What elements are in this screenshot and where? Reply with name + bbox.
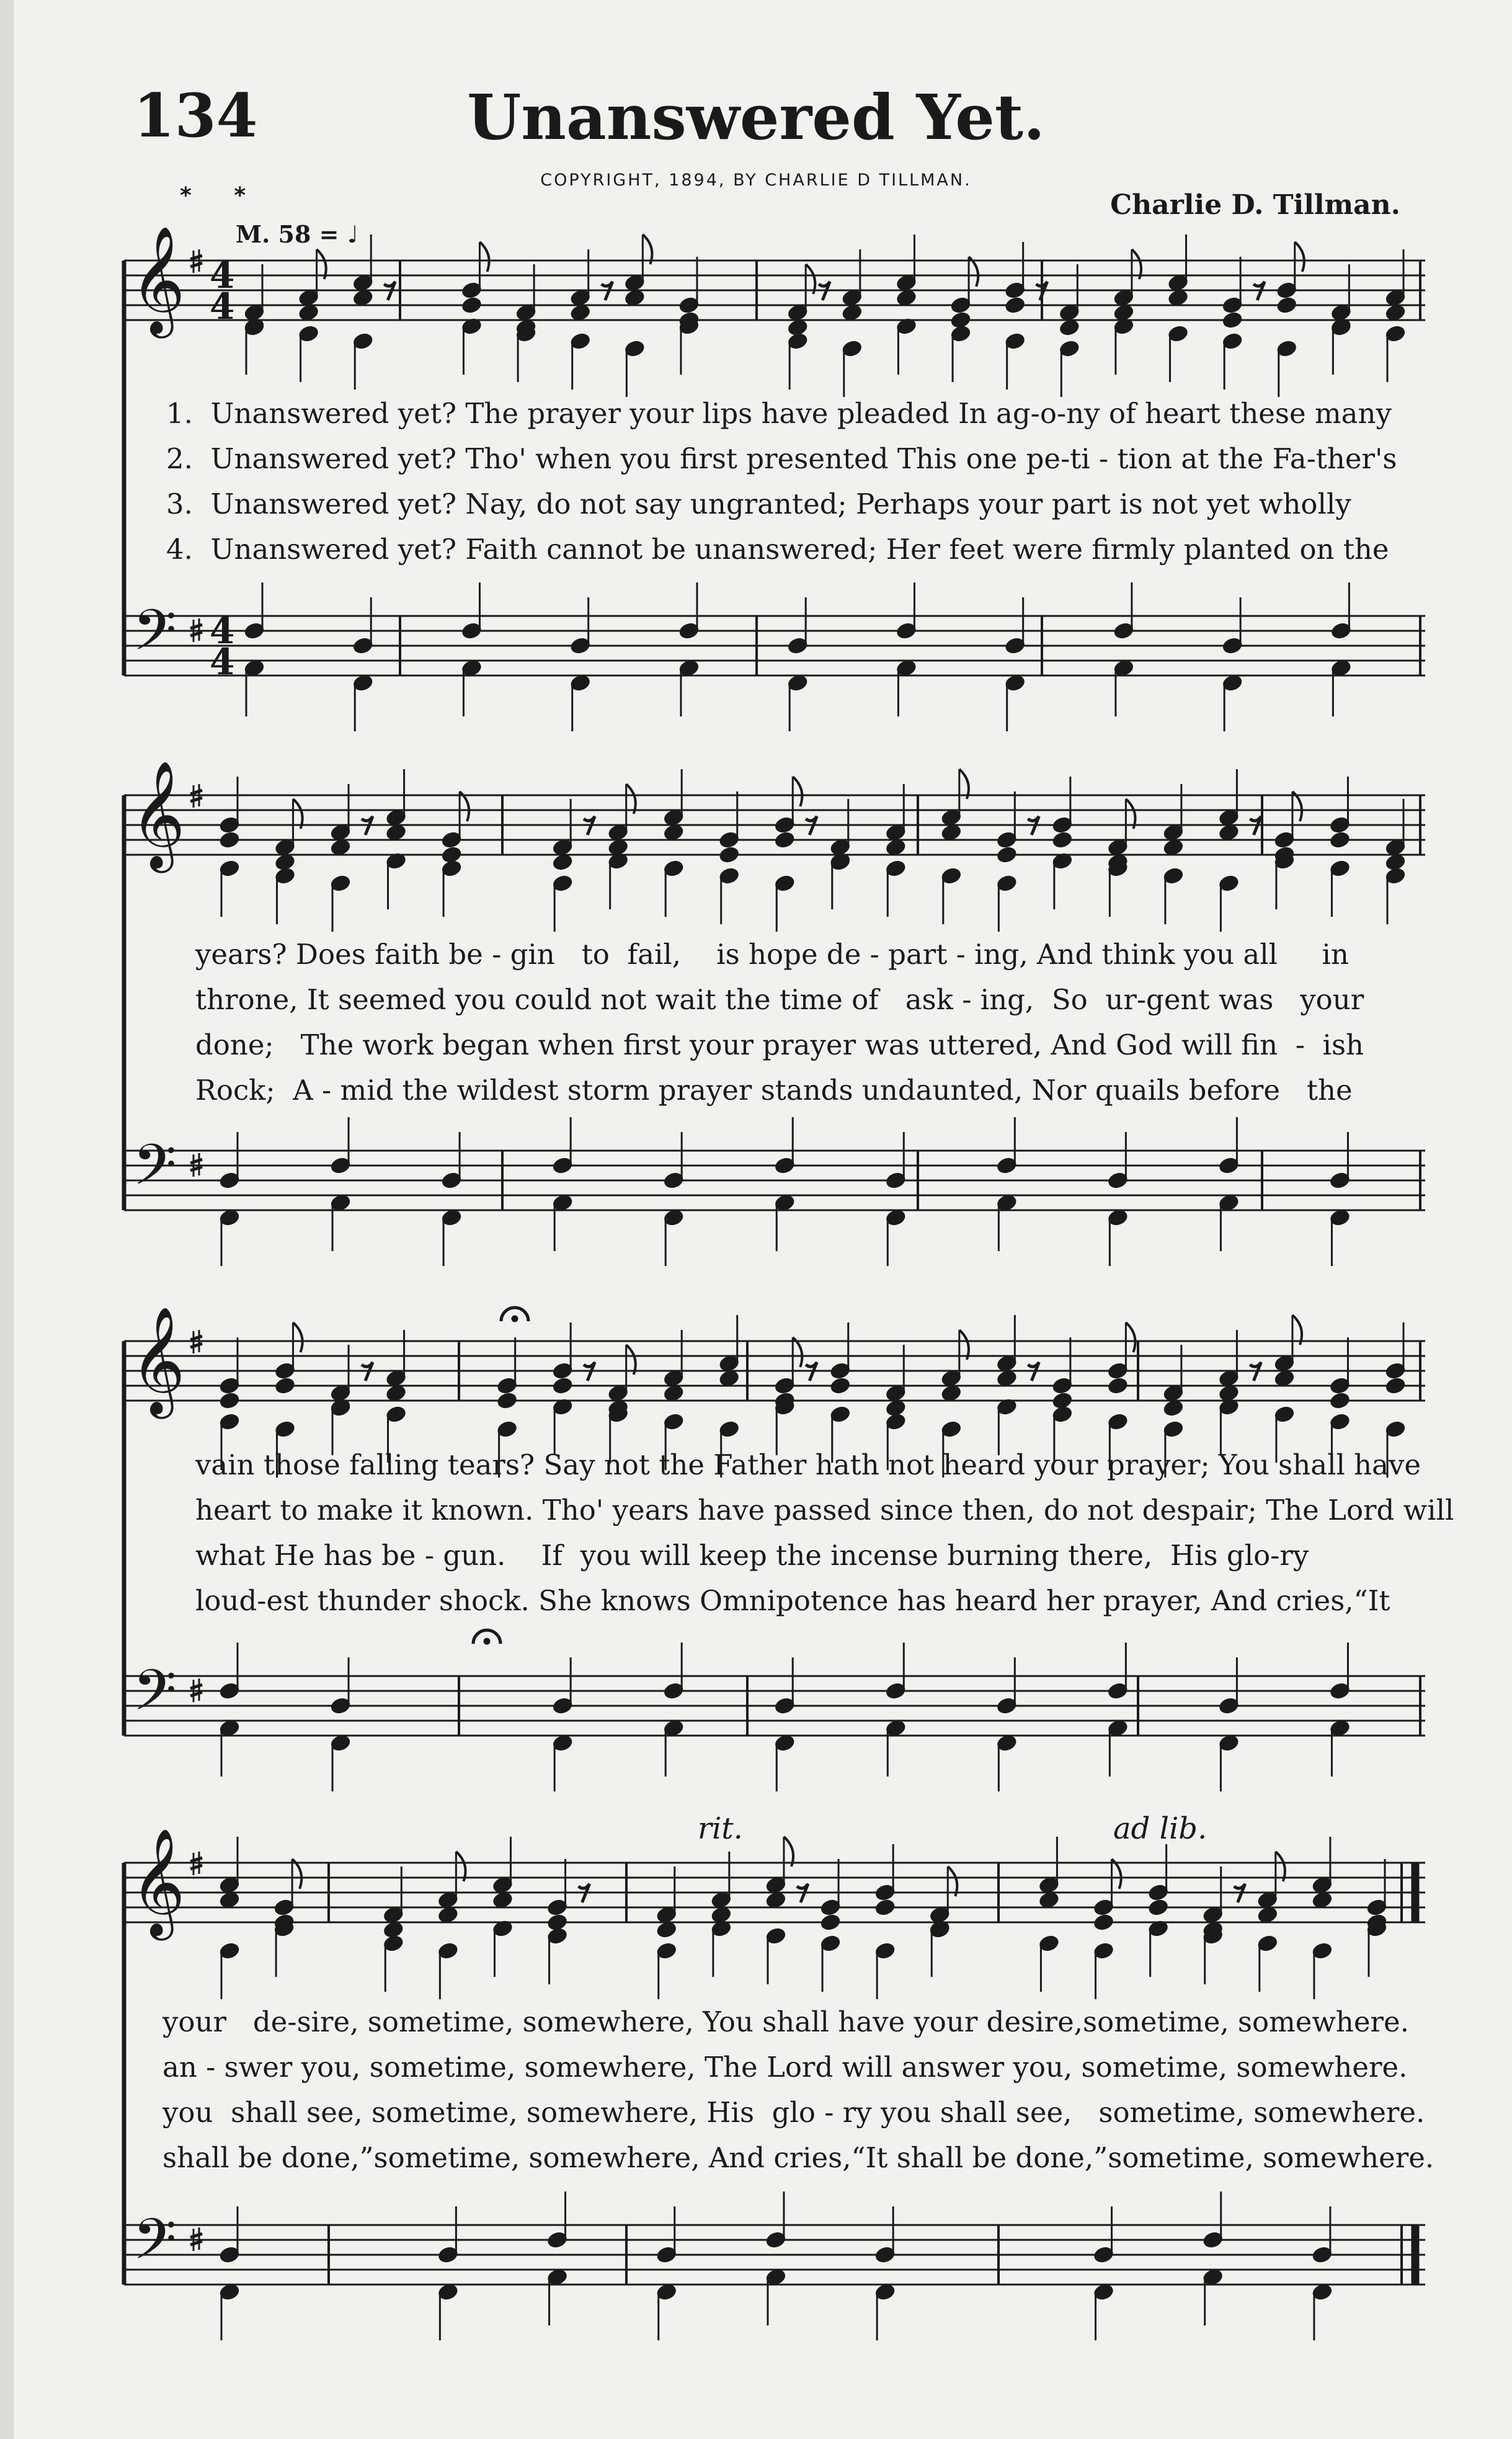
note-head [1329,1391,1351,1411]
time-signature: 4 [210,254,235,297]
lyric-line: done; The work began when first your prayer was uttered, And God will fin - ish [195,1028,1364,1061]
note-head [1384,1376,1407,1396]
note-flag [793,777,802,806]
sharp-sign [190,798,202,801]
lyric-line: heart to make it known. Tho' years have passed since then, do not despair; The Lord will [195,1494,1454,1527]
note-head [773,831,796,850]
note-head [1221,311,1243,330]
bass-clef-icon: 𝄢 [133,1657,177,1737]
note-head [829,1376,852,1396]
sharp-sign [190,625,202,628]
copyright-notice: COPYRIGHT, 1894, BY CHARLIE D TILLMAN. [540,171,972,190]
sharp-sign [190,256,202,259]
time-signature: 4 [210,610,235,652]
lyric-line: an - swer you, sometime, somewhere, The Lord will answer you, sometime, somewhere. [162,2051,1408,2084]
time-signature: 4 [210,641,235,683]
lyric-line: throne, It seemed you could not wait the time of ask - ing, So ur-gent was your [195,983,1364,1016]
sharp-sign [190,1336,202,1340]
final-barline [1412,2225,1419,2285]
sharp-sign [190,1159,202,1163]
note-flag [1126,1322,1135,1352]
note-head [1004,296,1026,315]
sharp-sign [190,1685,202,1688]
note-head [1051,831,1074,850]
hymn-title: Unanswered Yet. [467,81,1045,154]
author-credit: Charlie D. Tillman. [1110,189,1400,221]
bass-clef-icon: 𝄢 [133,597,177,677]
note-head [218,1391,241,1411]
note-head [1107,1376,1129,1396]
final-barline [1412,1863,1419,1922]
lyric-line: you shall see, sometime, somewhere, His glo - ry you shall see, sometime, somewhere. [162,2096,1425,2129]
note-head [1093,1913,1115,1932]
note-flag [479,242,489,272]
fermata-icon [484,1638,490,1644]
sharp-sign [190,1865,202,1869]
note-head [819,1913,842,1932]
ritardando-marking: rit. [698,1811,743,1846]
treble-clef-icon: 𝄞 [130,760,185,868]
time-signature: 4 [210,285,235,328]
lyric-line: 1. Unanswered yet? The prayer your lips have pleaded In ag-o-ny of heart these many [166,397,1392,430]
lyric-line: 4. Unanswered yet? Faith cannot be unanswered; Her feet were firmly planted on the [166,533,1389,566]
treble-clef-icon: 𝄞 [130,226,185,334]
note-flag [293,1322,303,1352]
note-head [874,1898,896,1917]
sharp-sign [190,632,202,636]
lyric-line: 3. Unanswered yet? Nay, do not say ungranted; Perhaps your part is not yet wholly [166,488,1351,520]
treble-clef-icon: 𝄞 [130,1306,185,1414]
lyric-line: what He has be - gun. If you will keep the incense burning there, His glo-ry [195,1539,1309,1572]
sharp-sign [190,1167,202,1170]
sharp-sign [190,790,202,794]
note-head [995,845,1018,865]
note-head [1329,831,1351,850]
fermata-icon [512,1316,518,1322]
lyric-line: Rock; A - mid the wildest storm prayer stands undaunted, Nor quails before the [195,1074,1353,1107]
ad-lib-marking: ad lib. [1113,1811,1207,1846]
sharp-sign [190,1344,202,1347]
sharp-sign [190,1858,202,1862]
lyric-line: vain those falling tears? Say not the Father hath not heard your prayer; You shall have [195,1448,1421,1481]
asterisk-marks: * * [180,183,264,208]
note-head [218,831,241,850]
sharp-sign [190,263,202,267]
lyric-line: shall be done,”sometime, somewhere, And cries,“It shall be done,”sometime, somewhere. [162,2141,1434,2174]
note-head [718,845,740,865]
lyric-line: 2. Unanswered yet? Tho' when you first presented This one pe-ti - tion at the Fa-ther's [166,442,1397,475]
lyric-line: loud-est thunder shock. She knows Omnipotence has heard her prayer, And cries,“It [195,1584,1390,1617]
bass-clef-icon: 𝄢 [133,1132,177,1211]
note-head [551,1376,574,1396]
note-flag [1295,242,1304,272]
note-head [461,296,483,315]
sharp-sign [190,1692,202,1696]
sharp-sign [190,2234,202,2237]
note-head [496,1391,518,1411]
note-head [274,1376,296,1396]
tempo-marking: M. 58 = ♩ [236,220,358,248]
lyric-line: years? Does faith be - gin to fail, is hope de - part - ing, And think you all in [195,938,1349,971]
treble-clef-icon: 𝄞 [130,1828,185,1936]
sharp-sign [190,2241,202,2245]
bass-clef-icon: 𝄢 [133,2206,177,2286]
lyric-line: your de-sire, sometime, somewhere, You shall have your desire,sometime, somewhere. [162,2005,1409,2038]
note-head [1147,1898,1170,1917]
hymn-number: 134 [133,81,258,151]
note-head [1276,296,1298,315]
